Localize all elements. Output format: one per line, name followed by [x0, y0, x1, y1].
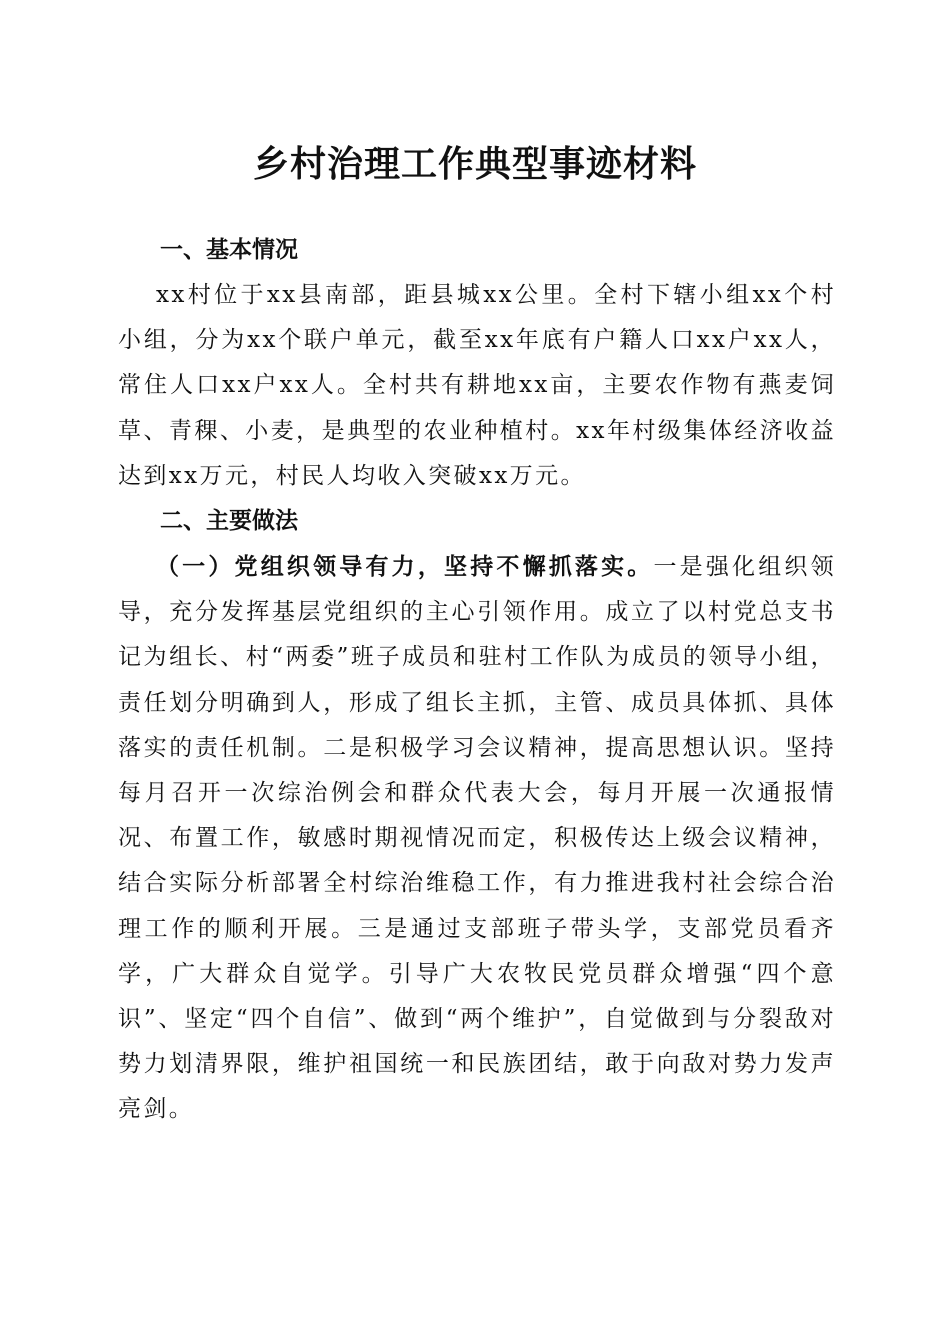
- subsection-heading-party-leadership: （一）党组织领导有力，坚持不懈抓落实。: [156, 553, 654, 581]
- subsection-body-party-leadership: 一是强化组织领导，充分发挥基层党组织的主心引领作用。成立了以村党总支书记为组长、村“两委”班子成员和驻村工作队为成员的领导小组，责任划分明确到人，形成了组长主抓，主管、成员具体抓、具体落实的责任机制。二是积极学习会议精神，提高思想认识。坚持每月召开一次综治例会和群众代表大会，每月开展一次通报情况、布置工作，敏感时期视情况而定，积极传达上级会议精神，结合实际分析部署全村综治维稳工作，有力推进我村社会综合治理工作的顺利开展。三是通过支部班子带头学，支部党员看齐学，广大群众自觉学。引导广大农牧民党员群众增强“四个意识”、坚定“四个自信”、做到“两个维护”，自觉做到与分裂敌对势力划清界限，维护祖国统一和民族团结，敢于向敌对势力发声亮剑。: [118, 554, 836, 1123]
- document-body: [118, 228, 836, 1133]
- section-heading-main-practices: 二、主要做法: [160, 508, 298, 535]
- section-paragraph-basic-info: xx村位于xx县南部，距县城xx公里。全村下辖小组xx个村小组，分为xx个联户单元，截至xx年底有户籍人口xx户xx人，常住人口xx户xx人。全村共有耕地xx亩，主要农作物有燕麦饲草、青稞、小麦，是典型的农业种植村。xx年村级集体经济收益达到xx万元，村民人均收入突破xx万元。: [118, 282, 836, 489]
- section-paragraph-main-practices: [118, 544, 836, 1133]
- section-heading-basic-info: 一、基本情况: [160, 237, 298, 263]
- document-title: 乡村治理工作典型事迹材料: [252, 143, 697, 185]
